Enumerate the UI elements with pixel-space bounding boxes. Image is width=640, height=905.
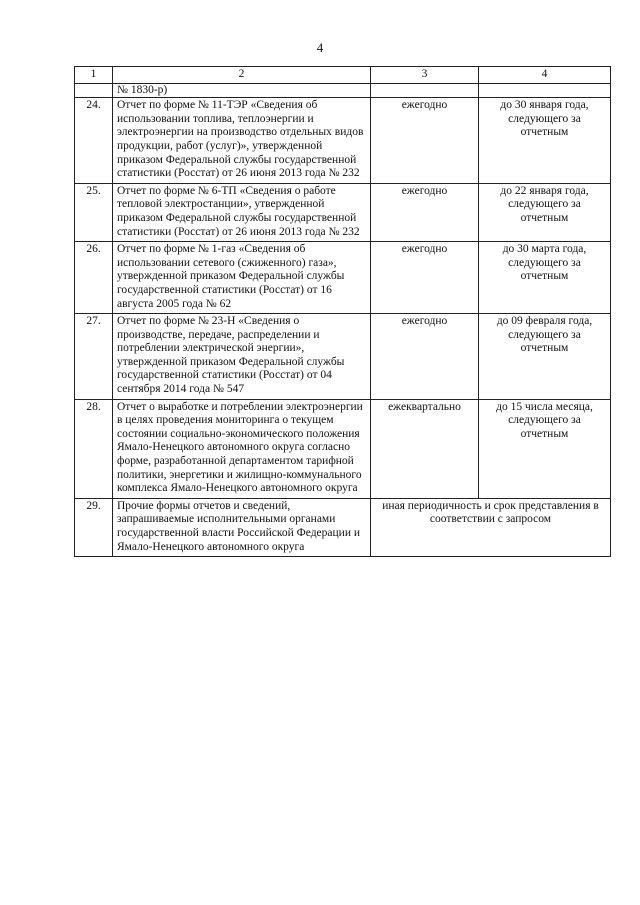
row-number: 25. — [75, 183, 113, 241]
row-number: 28. — [75, 399, 113, 498]
reports-table — [74, 66, 611, 557]
row-description: Отчет по форме № 1-газ «Сведения об использовании сетевого (сжиженного) газа», утвержденной приказом Федеральной службы государственной статистики (Росстат) от 16 августа 2005 года № 62 — [113, 242, 371, 314]
header-cell: 3 — [371, 67, 479, 84]
row-period: ежегодно — [371, 242, 479, 314]
table-row — [75, 242, 611, 314]
table-row — [75, 314, 611, 400]
page-number: 4 — [316, 40, 324, 55]
row-deadline: до 15 числа месяца, следующего за отчетным — [479, 399, 611, 498]
continuation-row — [75, 83, 611, 98]
row-description: Отчет по форме № 6-ТП «Сведения о работе тепловой электростанции», утвержденной приказом Федеральной службы государственной статистики (Росстат) от 26 июня 2013 года № 232 — [113, 183, 371, 241]
row-period: ежегодно — [371, 183, 479, 241]
row-merged-terms: иная периодичность и срок представления в соответствии с запросом — [371, 498, 611, 556]
row-period: ежегодно — [371, 98, 479, 184]
table-row — [75, 98, 611, 184]
row-deadline: до 09 февраля года, следующего за отчетным — [479, 314, 611, 400]
table-row — [75, 399, 611, 498]
row-deadline: до 30 января года, следующего за отчетным — [479, 98, 611, 184]
header-cell: 2 — [113, 67, 371, 84]
row-description: Прочие формы отчетов и сведений, запрашиваемые исполнительными органами государственной власти Российской Федерации и Ямало-Ненецкого автономного округа — [113, 498, 371, 556]
table-header-row — [75, 67, 611, 84]
row-period: ежегодно — [371, 314, 479, 400]
row-number: 24. — [75, 98, 113, 184]
row-number: 29. — [75, 498, 113, 556]
row-deadline: до 22 января года, следующего за отчетным — [479, 183, 611, 241]
header-cell: 4 — [479, 67, 611, 84]
continuation-text: № 1830-р) — [113, 83, 371, 98]
row-period: ежеквартально — [371, 399, 479, 498]
row-description: Отчет по форме № 11-ТЭР «Сведения об использовании топлива, теплоэнергии и электроэнергии на производство отдельных видов продукции, работ (услуг)», утвержденной приказом Федеральной службы государственной статистики (Росстат) от 26 июня 2013 года № 232 — [113, 98, 371, 184]
row-number: 27. — [75, 314, 113, 400]
row-number: 26. — [75, 242, 113, 314]
table-row — [75, 183, 611, 241]
header-cell: 1 — [75, 67, 113, 84]
table-row — [75, 498, 611, 556]
row-description: Отчет о выработке и потреблении электроэнергии в целях проведения мониторинга о текущем состоянии социально-экономического положения Ямало-Ненецкого автономного округа согласно форме, разработанной департаментом тарифной политики, энергетики и жилищно-коммунального комплекса Ямало-Ненецкого автономного округа — [113, 399, 371, 498]
row-deadline: до 30 марта года, следующего за отчетным — [479, 242, 611, 314]
row-description: Отчет по форме № 23-Н «Сведения о производстве, передаче, распределении и потреблении электрической энергии», утвержденной приказом Федеральной службы государственной статистики (Росстат) от 04 сентября 2014 года № 547 — [113, 314, 371, 400]
